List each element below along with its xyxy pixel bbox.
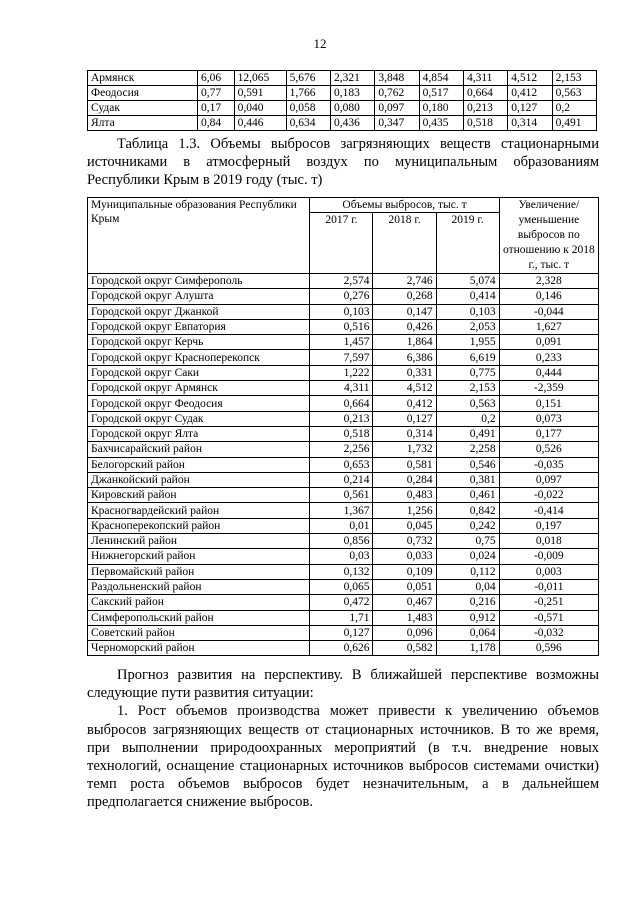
row-change: -0,032: [499, 625, 598, 640]
top-table-value: 0,435: [419, 116, 463, 131]
top-table-city: Феодосия: [88, 86, 198, 101]
row-change: 0,091: [499, 335, 598, 350]
table-row: [88, 426, 599, 441]
row-change: -0,571: [499, 610, 598, 625]
row-municipality: Белогорский район: [88, 457, 310, 472]
row-value-2017: 4,311: [310, 381, 373, 396]
table-row: [88, 274, 599, 289]
row-change: -2,359: [499, 381, 598, 396]
row-value-2018: 0,096: [373, 625, 436, 640]
row-change: -0,011: [499, 579, 598, 594]
row-value-2018: 0,582: [373, 641, 436, 656]
row-value-2017: 0,516: [310, 319, 373, 334]
table-row: [88, 472, 599, 487]
row-change: -0,251: [499, 595, 598, 610]
top-table-value: 0,183: [330, 86, 374, 101]
row-value-2017: 0,01: [310, 518, 373, 533]
row-municipality: Городской округ Армянск: [88, 381, 310, 396]
row-value-2018: 1,256: [373, 503, 436, 518]
row-change: 1,627: [499, 319, 598, 334]
top-table-row: [88, 116, 597, 131]
top-table-city: Ялта: [88, 116, 198, 131]
row-value-2018: 0,284: [373, 472, 436, 487]
table-row: [88, 503, 599, 518]
top-table-value: 0,634: [286, 116, 330, 131]
row-value-2017: 7,597: [310, 350, 373, 365]
row-value-2019: 2,153: [436, 381, 499, 396]
row-value-2018: 1,732: [373, 442, 436, 457]
row-municipality: Городской округ Симферополь: [88, 274, 310, 289]
row-municipality: Городской округ Судак: [88, 411, 310, 426]
table-row: [88, 289, 599, 304]
top-table-value: 2,321: [330, 71, 374, 86]
row-value-2018: 0,147: [373, 304, 436, 319]
row-value-2017: 0,03: [310, 549, 373, 564]
table-row: [88, 365, 599, 380]
row-municipality: Городской округ Евпатория: [88, 319, 310, 334]
table-row: [88, 304, 599, 319]
top-table-row: [88, 101, 597, 116]
row-value-2019: 2,258: [436, 442, 499, 457]
row-value-2019: 0,414: [436, 289, 499, 304]
top-table-value: 0,058: [286, 101, 330, 116]
top-table-value: 0,436: [330, 116, 374, 131]
row-value-2019: 2,053: [436, 319, 499, 334]
top-table-row: [88, 86, 597, 101]
row-value-2018: 6,386: [373, 350, 436, 365]
row-value-2018: 0,109: [373, 564, 436, 579]
top-table-city: Судак: [88, 101, 198, 116]
row-municipality: Ленинский район: [88, 534, 310, 549]
row-value-2019: 0,242: [436, 518, 499, 533]
row-municipality: Черноморский район: [88, 641, 310, 656]
row-municipality: Городской округ Алушта: [88, 289, 310, 304]
top-table-value: 0,347: [375, 116, 419, 131]
row-value-2019: 0,775: [436, 365, 499, 380]
row-municipality: Первомайский район: [88, 564, 310, 579]
table-caption-text: Таблица 1.3. Объемы выбросов загрязняющих веществ стационарными источниками в атмосферный воздух по муниципальным образованиям Республики Крым в 2019 году (тыс. т): [87, 136, 599, 188]
top-table-value: 5,676: [286, 71, 330, 86]
row-value-2017: 0,518: [310, 426, 373, 441]
table-row: [88, 319, 599, 334]
row-value-2017: 1,222: [310, 365, 373, 380]
row-value-2019: 0,381: [436, 472, 499, 487]
table-header-row: [88, 198, 599, 213]
row-value-2018: 0,033: [373, 549, 436, 564]
row-value-2018: 0,051: [373, 579, 436, 594]
row-value-2018: 0,732: [373, 534, 436, 549]
header-volumes: Объемы выбросов, тыс. т: [310, 198, 499, 213]
header-year-2017: 2017 г.: [310, 213, 373, 274]
row-value-2017: 0,664: [310, 396, 373, 411]
row-value-2017: 0,561: [310, 488, 373, 503]
row-change: 0,003: [499, 564, 598, 579]
forecast-text: [87, 666, 599, 812]
row-change: 0,073: [499, 411, 598, 426]
header-year-2019: 2019 г.: [436, 213, 499, 274]
forecast-paragraph-1: Прогноз развития на перспективу. В ближайшей перспективе возможны следующие пути развития ситуации:: [87, 667, 599, 702]
emissions-table: [87, 197, 599, 656]
table-row: [88, 442, 599, 457]
row-value-2019: 6,619: [436, 350, 499, 365]
row-value-2019: 0,546: [436, 457, 499, 472]
row-change: 0,097: [499, 472, 598, 487]
table-row: [88, 564, 599, 579]
row-value-2018: 0,467: [373, 595, 436, 610]
row-municipality: Городской округ Красноперекопск: [88, 350, 310, 365]
row-value-2017: 0,214: [310, 472, 373, 487]
row-municipality: Городской округ Саки: [88, 365, 310, 380]
table-row: [88, 335, 599, 350]
row-value-2017: 0,127: [310, 625, 373, 640]
top-table-value: 0,446: [234, 116, 286, 131]
header-year-2018: 2018 г.: [373, 213, 436, 274]
top-table-value: 0,17: [198, 101, 235, 116]
top-table-value: 0,180: [419, 101, 463, 116]
row-value-2017: 1,367: [310, 503, 373, 518]
row-value-2019: 0,842: [436, 503, 499, 518]
row-value-2018: 0,045: [373, 518, 436, 533]
top-table-value: 0,518: [463, 116, 507, 131]
table-row: [88, 549, 599, 564]
row-change: 0,146: [499, 289, 598, 304]
top-table-value: 3,848: [375, 71, 419, 86]
row-change: 0,233: [499, 350, 598, 365]
row-change: 0,444: [499, 365, 598, 380]
top-table-value: 0,664: [463, 86, 507, 101]
row-municipality: Раздольненский район: [88, 579, 310, 594]
table-caption: [87, 135, 599, 189]
row-change: -0,009: [499, 549, 598, 564]
table-row: [88, 411, 599, 426]
top-table-value: 0,84: [198, 116, 235, 131]
table-row: [88, 381, 599, 396]
row-municipality: Нижнегорский район: [88, 549, 310, 564]
top-table-value: 0,77: [198, 86, 235, 101]
row-municipality: Городской округ Джанкой: [88, 304, 310, 319]
row-value-2017: 0,653: [310, 457, 373, 472]
row-value-2019: 0,491: [436, 426, 499, 441]
row-municipality: Симферопольский район: [88, 610, 310, 625]
top-table-value: 0,491: [552, 116, 596, 131]
top-table-value: 0,314: [508, 116, 552, 131]
top-table-value: 4,854: [419, 71, 463, 86]
row-value-2018: 0,581: [373, 457, 436, 472]
row-value-2019: 0,563: [436, 396, 499, 411]
table-row: [88, 488, 599, 503]
row-municipality: Кировский район: [88, 488, 310, 503]
row-value-2019: 0,461: [436, 488, 499, 503]
row-change: 0,018: [499, 534, 598, 549]
row-value-2019: 0,112: [436, 564, 499, 579]
top-table-value: 4,311: [463, 71, 507, 86]
top-continuation-table: [87, 70, 597, 131]
row-value-2017: 0,103: [310, 304, 373, 319]
top-table-value: 12,065: [234, 71, 286, 86]
top-table-value: 0,517: [419, 86, 463, 101]
row-value-2017: 0,626: [310, 641, 373, 656]
row-municipality: Красноперекопский район: [88, 518, 310, 533]
header-municipality: Муниципальные образования Республики Крым: [88, 198, 310, 274]
row-value-2018: 0,314: [373, 426, 436, 441]
top-table-value: 0,127: [508, 101, 552, 116]
top-table-value: 0,591: [234, 86, 286, 101]
row-change: 0,526: [499, 442, 598, 457]
table-row: [88, 595, 599, 610]
row-municipality: Бахчисарайский район: [88, 442, 310, 457]
row-value-2019: 5,074: [436, 274, 499, 289]
row-value-2018: 2,746: [373, 274, 436, 289]
row-change: 0,177: [499, 426, 598, 441]
top-table-value: 0,040: [234, 101, 286, 116]
row-municipality: Городской округ Керчь: [88, 335, 310, 350]
row-value-2017: 2,574: [310, 274, 373, 289]
row-value-2017: 1,457: [310, 335, 373, 350]
forecast-paragraph-2: 1. Рост объемов производства может привести к увеличению объемов выбросов загрязняющих веществ от стационарных источников. В то же время, при выполнении природоохранных мероприятий (в т.ч. внедрение новых технологий, оснащение стационарных источников выбросов системами очистки) темп роста объемов выбросов будет незначительным, а в дальнейшем предполагается снижение выбросов.: [87, 703, 599, 811]
table-row: [88, 625, 599, 640]
row-value-2018: 1,864: [373, 335, 436, 350]
row-value-2019: 0,75: [436, 534, 499, 549]
row-change: -0,022: [499, 488, 598, 503]
row-value-2017: 0,213: [310, 411, 373, 426]
row-change: -0,414: [499, 503, 598, 518]
top-table-value: 0,412: [508, 86, 552, 101]
top-table-city: Армянск: [88, 71, 198, 86]
row-change: 0,596: [499, 641, 598, 656]
header-change: Увеличение/ уменьшение выбросов по отношению к 2018 г., тыс. т: [499, 198, 598, 274]
row-value-2017: 0,276: [310, 289, 373, 304]
table-row: [88, 534, 599, 549]
table-row: [88, 396, 599, 411]
top-table-value: 0,080: [330, 101, 374, 116]
table-row: [88, 457, 599, 472]
table-row: [88, 579, 599, 594]
row-value-2018: 0,331: [373, 365, 436, 380]
row-change: 2,328: [499, 274, 598, 289]
row-municipality: Городской округ Ялта: [88, 426, 310, 441]
top-table-value: 0,097: [375, 101, 419, 116]
row-municipality: Сакский район: [88, 595, 310, 610]
top-table-value: 0,563: [552, 86, 596, 101]
row-value-2019: 0,103: [436, 304, 499, 319]
row-value-2019: 0,2: [436, 411, 499, 426]
row-value-2018: 1,483: [373, 610, 436, 625]
top-table-value: 4,512: [508, 71, 552, 86]
row-change: -0,035: [499, 457, 598, 472]
row-value-2017: 0,065: [310, 579, 373, 594]
row-value-2019: 1,178: [436, 641, 499, 656]
table-row: [88, 350, 599, 365]
row-change: 0,197: [499, 518, 598, 533]
top-table-value: 0,762: [375, 86, 419, 101]
row-municipality: Городской округ Феодосия: [88, 396, 310, 411]
row-value-2017: 2,256: [310, 442, 373, 457]
top-table-value: 0,213: [463, 101, 507, 116]
row-value-2018: 0,127: [373, 411, 436, 426]
row-municipality: Советский район: [88, 625, 310, 640]
row-value-2019: 0,024: [436, 549, 499, 564]
row-value-2018: 0,426: [373, 319, 436, 334]
row-municipality: Красногвардейский район: [88, 503, 310, 518]
table-row: [88, 518, 599, 533]
row-change: -0,044: [499, 304, 598, 319]
row-change: 0,151: [499, 396, 598, 411]
top-table-value: 6,06: [198, 71, 235, 86]
row-municipality: Джанкойский район: [88, 472, 310, 487]
top-table-value: 2,153: [552, 71, 596, 86]
table-row: [88, 610, 599, 625]
row-value-2019: 0,04: [436, 579, 499, 594]
row-value-2018: 0,483: [373, 488, 436, 503]
row-value-2017: 0,472: [310, 595, 373, 610]
top-table-value: 1,766: [286, 86, 330, 101]
top-table-row: [88, 71, 597, 86]
row-value-2019: 1,955: [436, 335, 499, 350]
row-value-2019: 0,064: [436, 625, 499, 640]
row-value-2018: 0,412: [373, 396, 436, 411]
row-value-2019: 0,216: [436, 595, 499, 610]
row-value-2017: 1,71: [310, 610, 373, 625]
row-value-2018: 0,268: [373, 289, 436, 304]
table-row: [88, 641, 599, 656]
row-value-2017: 0,132: [310, 564, 373, 579]
row-value-2017: 0,856: [310, 534, 373, 549]
row-value-2019: 0,912: [436, 610, 499, 625]
page-number: 12: [313, 36, 327, 51]
top-table-value: 0,2: [552, 101, 596, 116]
row-value-2018: 4,512: [373, 381, 436, 396]
